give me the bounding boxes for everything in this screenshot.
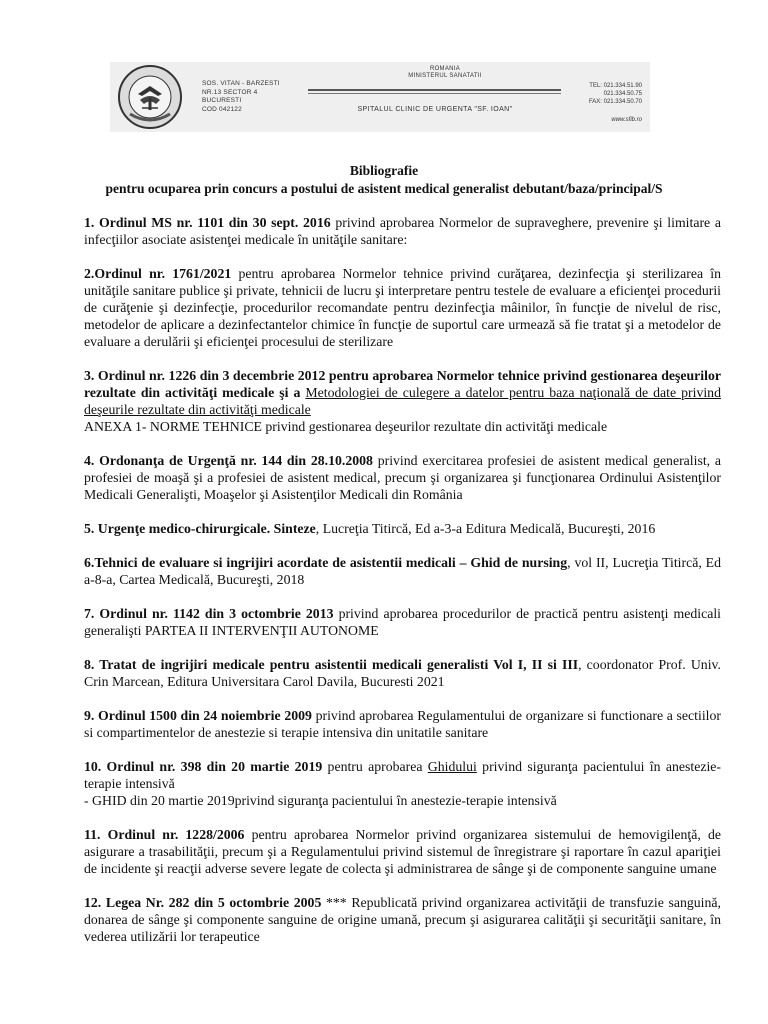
bibliography-item — [84, 894, 721, 945]
item-reference: 2.Ordinul nr. 1761/2021 — [84, 266, 232, 281]
item-reference: 10. Ordinul nr. 398 din 20 martie 2019 — [84, 759, 323, 774]
item-guide: - GHID din 20 martie 2019privind siguranţa pacientului în anestezie-terapie intensivă — [84, 793, 557, 808]
address-line: NR.13 SECTOR 4 — [202, 88, 258, 96]
address-line: COD 042122 — [202, 105, 242, 113]
phone-number-2: 021.334.50.75 — [603, 91, 642, 97]
bibliography-item — [84, 707, 721, 741]
hospital-address — [202, 80, 280, 114]
item-reference: 5. Urgenţe medico-chirurgicale. Sinteze — [84, 521, 316, 536]
document-title: Bibliografie — [349, 163, 419, 178]
item-description: , Lucreţia Titircă, Ed a-3-a Editura Medicală, Bucureşti, 2016 — [315, 521, 656, 536]
bibliography-item — [84, 367, 721, 435]
item-description: privind siguranţa pacientului în anestezie-terapie intensivă — [84, 759, 721, 791]
item-reference: 6.Tehnici de evaluare si ingrijiri acordate de asistentii medicali – Ghid de nursing — [84, 555, 568, 570]
item-reference: 8. Tratat de ingrijiri medicale pentru asistentii medicali generalisti Vol I, II si III — [84, 657, 579, 672]
item-description: pentru aprobarea — [322, 759, 428, 774]
phone-number: TEL: 021.334.51.90 — [589, 83, 642, 89]
contact-info — [589, 82, 642, 124]
item-description: pentru aprobarea Normelor tehnice privind curăţarea, dezinfecţia şi sterilizarea în unităţile sanitare publice şi private, tehnicii de lucru şi interpretare pentru testele de evaluare a eficienţei procedurii de curăţenie şi dezinfecţie, procedurilor recomandate pentru dezinfecţia mâinilor, în funcţie de nivelul de risc, metodelor de aplicare a dezinfectantelor chimice în funcţie de suportul care urmează să fie tratat şi a metodelor de evaluare a derulării şi eficienţei procesului de sterilizare — [84, 266, 721, 349]
fax-number: FAX: 021.334.50.70 — [588, 99, 642, 105]
bibliography-list — [84, 214, 721, 962]
item-link[interactable]: Ghidului — [427, 759, 477, 774]
bibliography-item — [84, 554, 721, 588]
bibliography-item — [84, 758, 721, 809]
document-subtitle: pentru ocuparea prin concurs a postului de asistent medical generalist debutant/baza/principal/S — [105, 181, 663, 196]
country-label: ROMANIA — [429, 66, 461, 72]
item-reference: 1. Ordinul MS nr. 1101 din 30 sept. 2016 — [84, 215, 331, 230]
item-reference: 9. Ordinul 1500 din 24 noiembrie 2009 — [84, 708, 312, 723]
item-description: , vol II, Lucreţia Titircă, Ed a-8-a, Cartea Medicală, Bucureşti, 2018 — [84, 555, 722, 587]
letterhead-divider — [308, 89, 561, 91]
item-description: *** Republicată privind organizarea activităţii de transfuzie sanguină, donarea de sânge şi componente sanguine de origine umană, precum şi asigurarea calităţii şi securităţii sanitare, în vederea utilizării lor terapeutice — [84, 895, 721, 944]
letterhead — [110, 62, 650, 132]
hospital-name: SPITALUL CLINIC DE URGENTA "SF. IOAN" — [357, 106, 513, 113]
bibliography-item — [84, 520, 721, 537]
address-line: SOS. VITAN - BARZESTI — [202, 80, 280, 87]
bibliography-item — [84, 605, 721, 639]
bibliography-item — [84, 656, 721, 690]
item-reference: 12. Legea Nr. 282 din 5 octombrie 2005 — [84, 895, 322, 910]
bibliography-item — [84, 452, 721, 503]
letterhead-divider — [308, 93, 561, 94]
item-description: privind aprobarea procedurilor de practică pentru asistenţi medicali generalişti PARTEA II INTERVENŢII AUTONOME — [84, 606, 721, 638]
item-description: pentru aprobarea Normelor privind organizarea sistemului de hemovigilenţă, de asigurare a trasabilităţii, precum şi a Regulamentului privind sistemul de înregistrare şi raportare în cazul apariţiei de incidente şi reacţii adverse severe legate de colecta şi administrarea de sânge şi de componente sanguine umane — [84, 827, 721, 876]
item-description: privind aprobarea Normelor de supraveghere, prevenire şi limitare a infecţiilor asociate asistenţei medicale în unităţile sanitare: — [84, 215, 721, 247]
item-reference: 3. Ordinul nr. 1226 din 3 decembrie 2012 pentru aprobarea Normelor tehnice privind gestionarea deşeurilor rezultate din activităţi medicale şi a — [84, 368, 721, 400]
item-link[interactable]: Metodologiei de culegere a datelor pentru baza naţională de date privind deşeurile rezultate din activităţi medicale — [84, 385, 721, 417]
item-annex: ANEXA 1- NORME TEHNICE privind gestionarea deşeurilor rezultate din activităţi medicale — [84, 419, 608, 434]
item-description: privind aprobarea Regulamentului de organizare si functionare a sectiilor si compartimentelor de anestezie si terapie intensiva din unitatile sanitare — [84, 708, 721, 740]
item-reference: 7. Ordinul nr. 1142 din 3 octombrie 2013 — [84, 606, 334, 621]
bibliography-item — [84, 826, 721, 877]
address-line: BUCURESTI — [202, 97, 242, 104]
bibliography-item — [84, 265, 721, 350]
item-reference: 4. Ordonanţa de Urgenţă nr. 144 din 28.10.2008 — [84, 453, 373, 468]
item-description: , coordonator Prof. Univ. Crin Marcean, Editura Universitara Carol Davila, Bucuresti 2021 — [84, 657, 721, 689]
item-description: privind exercitarea profesiei de asistent medical generalist, a profesiei de moaşă şi a profesiei de asistent medical, precum şi organizarea şi funcţionarea Ordinului Asistenţilor Medicali Generalişti, Moaşelor şi Asistenţilor Medicali din România — [84, 453, 722, 502]
item-reference: 11. Ordinul nr. 1228/2006 — [84, 827, 245, 842]
bibliography-item — [84, 214, 721, 248]
website-link[interactable]: www.sfib.ro — [611, 117, 642, 123]
letterhead-heading — [325, 66, 565, 79]
hospital-logo — [116, 64, 184, 130]
ministry-label: MINISTERUL SANATATII — [408, 73, 482, 79]
